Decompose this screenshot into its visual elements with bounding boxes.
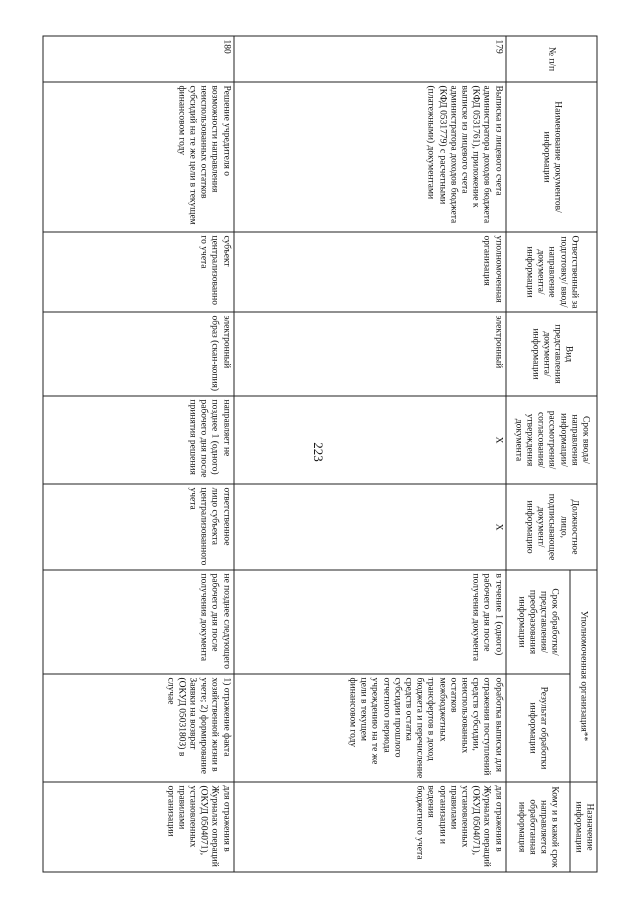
row-type: электронный образ (скан-копия) [43, 312, 234, 396]
table-row [234, 36, 506, 872]
row-name: Выписка из лицевого счета администратора доходов бюджета (КФД 0531761), приложение к выписке из лицевого счета администратора доходов бюджета (КФД 0531779) с расчетными (платежными) документами [234, 82, 506, 232]
row-responsible: субъект централизованного учета [43, 232, 234, 312]
rotated-table-wrapper [43, 35, 598, 871]
row-org-term: не позднее следующего рабочего дня после получения документа [43, 570, 234, 674]
table-row [43, 36, 234, 872]
row-input-term: X [234, 396, 506, 484]
row-num: 179 [234, 36, 506, 82]
row-official: ответственное лицо субъекта централизованного учета [43, 484, 234, 570]
header-org-group: Уполномоченная организация** [570, 570, 597, 782]
row-org-term: в течение 1 (одного) рабочего дня после получения документа [234, 570, 506, 674]
row-org-result: 1) отражение факта хозяйственной жизни в учете; 2) формирование Заявки на возврат (ОКУД 0503180З) в случае [43, 674, 234, 782]
row-org-result: обработка выписки для отражения поступлений средств субсидии, неиспользованных остатков межбюджетных трансфертов в доход бюджета и перечисление средств остатка субсидии прошлого отчетного периода учреждению на те же цели в текущем финансовом году [234, 674, 506, 782]
header-num: № п/п [506, 36, 597, 82]
header-input-term: Срок ввода/ направления информации/ рассмотрения/ согласования/ утверждения документа [506, 396, 597, 484]
row-purpose: для отражения в Журналах операций (ОКУД 0504071), установленных правилами организации [43, 782, 234, 872]
header-org-result: Результат обработки информации [506, 674, 570, 782]
document-flow-table [43, 35, 598, 872]
row-name: Решение учредителя о возможности направления неиспользованных остатков субсидий на те же цели в текущем финансовом году [43, 82, 234, 232]
header-responsible: Ответственный за подготовку/ ввод/ направление документа/ информации [506, 232, 597, 312]
header-official: Должностное лицо, подписывающее документ/ информацию [506, 484, 597, 570]
header-name: Наименование документов/информации [506, 82, 597, 232]
header-org-term: Срок обработки/ представления/ преобразования информации [506, 570, 570, 674]
page-number: 223 [310, 442, 326, 462]
row-input-term: направляет не позднее 1 (одного) рабочего дня после принятия решения [43, 396, 234, 484]
row-official: X [234, 484, 506, 570]
header-purpose-sub: Кому и в какой срок направляется обработанная информация [506, 782, 570, 872]
row-responsible: уполномоченная организация [234, 232, 506, 312]
row-type: электронный [234, 312, 506, 396]
header-purpose-group: Назначение информации [570, 782, 597, 872]
row-num: 180 [43, 36, 234, 82]
row-purpose: для отражения в Журналах операций (ОКУД 0504071), установленных правилами организации и ведения бюджетного учета [234, 782, 506, 872]
header-type: Вид представления документа/ информации [506, 312, 597, 396]
